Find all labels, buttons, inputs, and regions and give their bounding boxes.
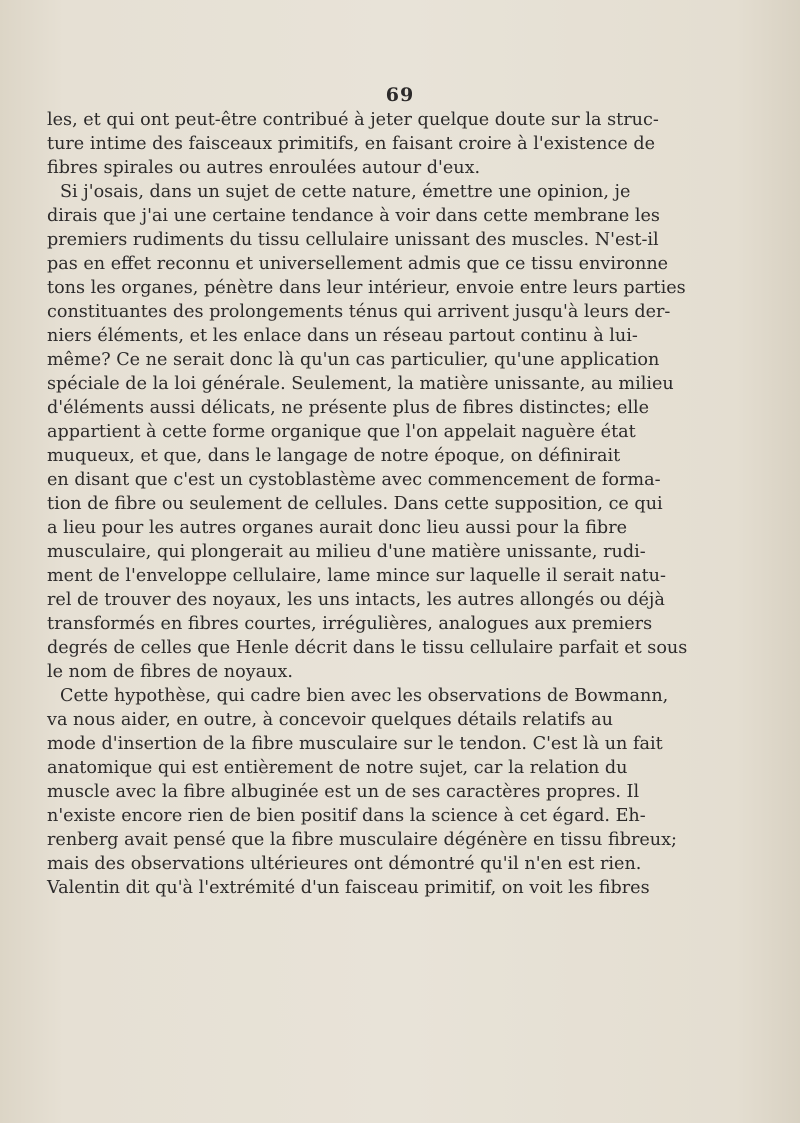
text-line: même? Ce ne serait donc là qu'un cas particulier, qu'une application [47,350,660,370]
text-line: ment de l'enveloppe cellulaire, lame mince sur laquelle il serait natu- [47,566,666,586]
page-number: 69 [385,84,415,106]
text-line: fibres spirales ou autres enroulées autour d'eux. [47,158,481,178]
text-line: constituantes des prolongements ténus qui arrivent jusqu'à leurs der- [47,302,671,322]
body-text [47,108,688,900]
text-line: Si j'osais, dans un sujet de cette nature, émettre une opinion, je [60,182,631,202]
text-line: mais des observations ultérieures ont démontré qu'il n'en est rien. [47,854,642,874]
text-line: pas en effet reconnu et universellement admis que ce tissu environne [47,254,669,274]
text-line: Cette hypothèse, qui cadre bien avec les observations de Bowmann, [60,686,669,706]
text-line: muqueux, et que, dans le langage de notre époque, on définirait [47,446,621,466]
text-line: niers éléments, et les enlace dans un réseau partout continu à lui- [47,326,638,346]
text-line: appartient à cette forme organique que l'on appelait naguère état [47,422,636,442]
text-line: tons les organes, pénètre dans leur intérieur, envoie entre leurs parties [47,278,686,298]
text-line: renberg avait pensé que la fibre musculaire dégénère en tissu fibreux; [47,830,677,850]
text-line: mode d'insertion de la fibre musculaire sur le tendon. C'est là un fait [47,734,663,754]
text-line: Valentin dit qu'à l'extrémité d'un faisceau primitif, on voit les fibres [47,878,650,898]
text-line: rel de trouver des noyaux, les uns intacts, les autres allongés ou déjà [47,590,665,610]
text-line: musculaire, qui plongerait au milieu d'une matière unissante, rudi- [47,542,646,562]
text-line: degrés de celles que Henle décrit dans le tissu cellulaire parfait et sous [47,638,688,658]
text-line: les, et qui ont peut-être contribué à jeter quelque doute sur la struc- [47,110,659,130]
text-line: en disant que c'est un cystoblastème avec commencement de forma- [47,470,661,490]
text-line: dirais que j'ai une certaine tendance à voir dans cette membrane les [47,206,660,226]
text-line: ture intime des faisceaux primitifs, en faisant croire à l'existence de [47,134,655,154]
text-line: spéciale de la loi générale. Seulement, la matière unissante, au milieu [47,374,674,394]
text-line: n'existe encore rien de bien positif dans la science à cet égard. Eh- [47,806,646,826]
text-line: muscle avec la fibre albuginée est un de ses caractères propres. Il [47,782,640,802]
text-line: anatomique qui est entièrement de notre sujet, car la relation du [47,758,628,778]
text-line: va nous aider, en outre, à concevoir quelques détails relatifs au [47,710,613,730]
text-line: a lieu pour les autres organes aurait donc lieu aussi pour la fibre [47,518,628,538]
text-line: tion de fibre ou seulement de cellules. Dans cette supposition, ce qui [47,494,663,514]
text-line: transformés en fibres courtes, irrégulières, analogues aux premiers [47,614,653,634]
text-line: le nom de fibres de noyaux. [47,662,294,682]
text-line: d'éléments aussi délicats, ne présente plus de fibres distinctes; elle [47,398,650,418]
text-line: premiers rudiments du tissu cellulaire unissant des muscles. N'est-il [47,230,659,250]
